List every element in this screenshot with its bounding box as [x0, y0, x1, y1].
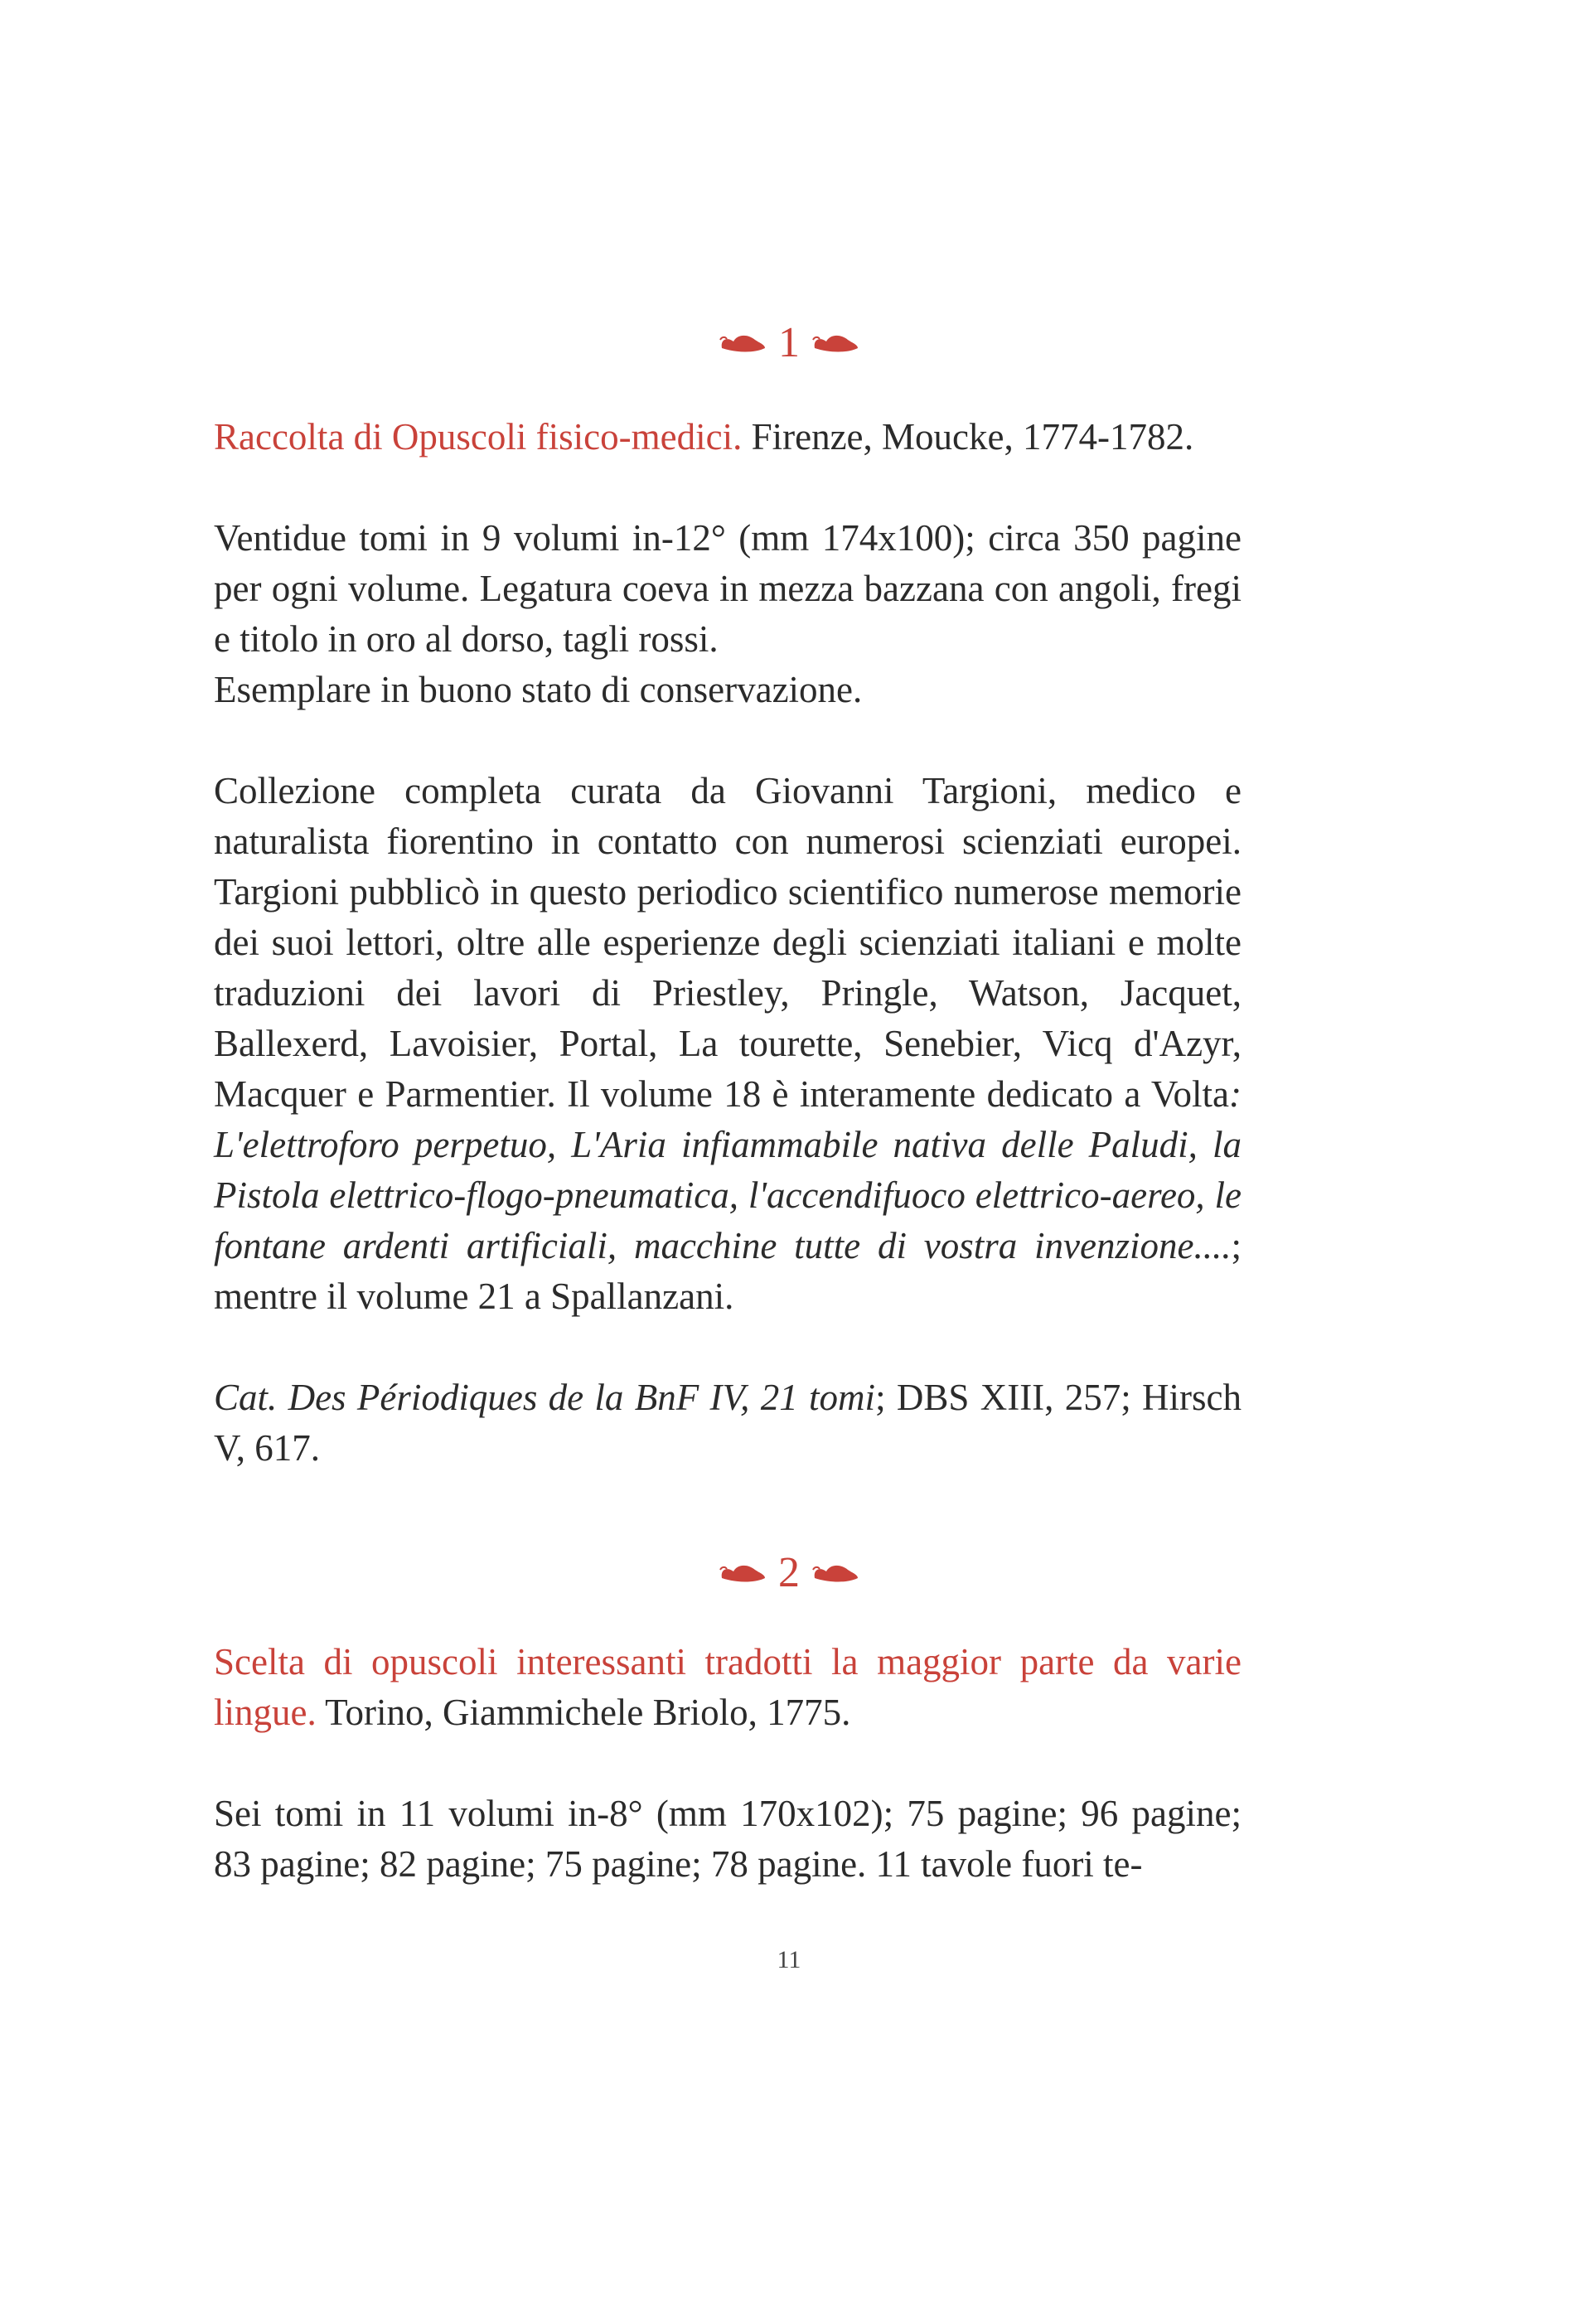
entry-2-body [214, 1637, 1242, 1890]
note-end: ; mentre il volume 21 a Spallanzani. [214, 1225, 1242, 1317]
entry-condition: Esemplare in buono stato di conservazione. [214, 669, 863, 710]
entry-references [214, 1373, 1242, 1474]
reference-italic: Cat. Des Périodiques de la BnF IV, 21 tomi [214, 1377, 876, 1418]
leaf-left-icon [719, 332, 767, 355]
entry-description: Ventidue tomi in 9 volumi in-12° (mm 174x100); circa 350 pagine per ogni volume. Legatura coeva in mezza bazzana con angoli, fregi e titolo in oro al dorso, tagli rossi. [214, 517, 1242, 660]
entry-number: 1 [778, 319, 800, 366]
entry-title: Scelta di opuscoli interessanti tradotti la maggior parte da varie lingue. [214, 1641, 1242, 1733]
entry-title: Raccolta di Opuscoli fisico-medici. [214, 416, 743, 458]
reference-text: ; DBS XIII, 257; Hirsch V, 617. [214, 1377, 1242, 1469]
leaf-right-icon [811, 332, 859, 355]
entry-imprint: Torino, Giammichele Briolo, 1775. [316, 1692, 851, 1733]
entry-title-line [214, 412, 1242, 462]
entry-description: Sei tomi in 11 volumi in-8° (mm 170x102); 75 pagine; 96 pagine; 83 pagine; 82 pagine; 75 pagine; 78 pagine. 11 tavole fuori te- [214, 1793, 1242, 1885]
page-number: 11 [777, 1946, 801, 1973]
entry-1-heading [0, 319, 1578, 366]
note-italic: : L'elettroforo perpetuo, L'Aria infiammabile nativa delle Paludi, la Pistola elettrico-flogo-pneumatica, l'accendifuoco elettrico-aereo, le fontane ardenti artificiali, macchine tutte di vostra invenzione.... [214, 1073, 1242, 1266]
leaf-left-icon [719, 1561, 767, 1585]
entry-number: 2 [778, 1549, 800, 1596]
entry-title-line [214, 1637, 1242, 1738]
entry-1-body [214, 412, 1242, 1474]
entry-2-heading [0, 1549, 1578, 1596]
leaf-right-icon [811, 1561, 859, 1585]
entry-note [214, 766, 1242, 1322]
note-text: Collezione completa curata da Giovanni Targioni, medico e naturalista fiorentino in contatto con numerosi scienziati europei. Targioni pubblicò in questo periodico scientifico numerose memorie dei suoi lettori, oltre alle esperienze degli scienziati italiani e molte traduzioni dei lavori di Priestley, Pringle, Watson, Jacquet, Ballexerd, Lavoisier, Portal, La tourette, Senebier, Vicq d'Azyr, Macquer e Parmentier. Il volume 18 è interamente dedicato a Volta [214, 770, 1242, 1115]
entry-imprint: Firenze, Moucke, 1774-1782. [742, 416, 1194, 458]
